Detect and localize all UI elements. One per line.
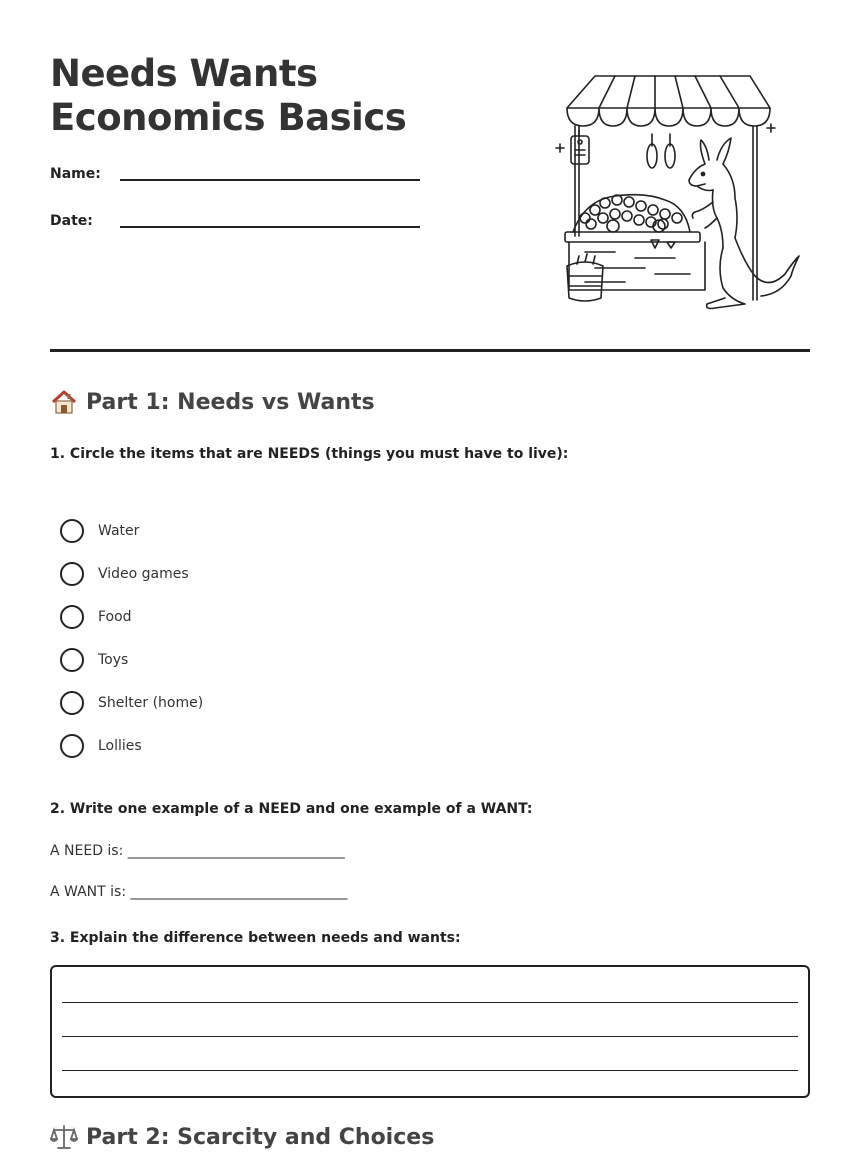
option-label: Shelter (home): [98, 694, 204, 711]
option-shelter[interactable]: [60, 681, 203, 724]
option-circle[interactable]: [60, 562, 84, 586]
option-toys[interactable]: [60, 638, 203, 681]
answer-line[interactable]: [62, 1002, 798, 1003]
date-line[interactable]: [120, 226, 420, 228]
need-answer-line[interactable]: A NEED is: _______________________________: [50, 843, 345, 859]
part1-title: Part 1: Needs vs Wants: [86, 389, 375, 415]
answer-line[interactable]: [62, 1036, 798, 1037]
name-field[interactable]: [50, 166, 530, 213]
date-label: Date:: [50, 213, 93, 229]
worksheet-title: Needs Wants Economics Basics: [50, 52, 407, 139]
worksheet-header: [50, 52, 530, 260]
needs-options-list: [60, 509, 203, 767]
part2-heading: [50, 1123, 434, 1151]
date-field[interactable]: [50, 213, 530, 260]
question-1: 1. Circle the items that are NEEDS (things you must have to live):: [50, 446, 569, 462]
option-video-games[interactable]: [60, 552, 203, 595]
option-circle[interactable]: [60, 691, 84, 715]
option-label: Video games: [98, 565, 189, 582]
option-circle[interactable]: [60, 519, 84, 543]
option-label: Food: [98, 608, 132, 625]
option-label: Lollies: [98, 737, 142, 754]
option-label: Water: [98, 522, 140, 539]
house-icon: [50, 388, 78, 416]
kangaroo-market-stall-illustration: [555, 68, 805, 318]
name-line[interactable]: [120, 179, 420, 181]
name-label: Name:: [50, 166, 101, 182]
option-label: Toys: [98, 651, 129, 668]
question-3: 3. Explain the difference between needs and wants:: [50, 930, 461, 946]
option-circle[interactable]: [60, 648, 84, 672]
part1-heading: [50, 388, 375, 416]
option-circle[interactable]: [60, 605, 84, 629]
question-2: 2. Write one example of a NEED and one example of a WANT:: [50, 801, 533, 817]
answer-line[interactable]: [62, 1070, 798, 1071]
option-food[interactable]: [60, 595, 203, 638]
want-answer-line[interactable]: A WANT is: _______________________________: [50, 884, 348, 900]
option-water[interactable]: [60, 509, 203, 552]
header-divider: [50, 349, 810, 352]
option-circle[interactable]: [60, 734, 84, 758]
balance-scale-icon: [50, 1123, 78, 1151]
explanation-answer-box[interactable]: [50, 965, 810, 1098]
part2-title: Part 2: Scarcity and Choices: [86, 1124, 435, 1150]
option-lollies[interactable]: [60, 724, 203, 767]
